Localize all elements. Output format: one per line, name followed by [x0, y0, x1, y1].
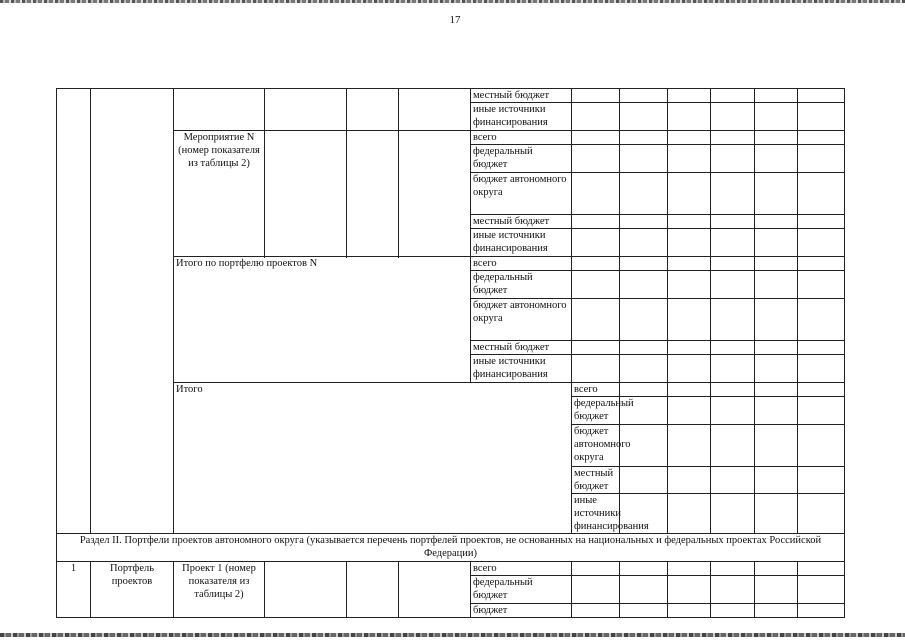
source-federal: федеральный бюджет — [471, 576, 572, 604]
cell-portfolio-continued — [91, 89, 174, 534]
project-1: Проект 1 (номер показателя из таблицы 2) — [174, 562, 265, 618]
source-district-truncated: бюджет — [471, 604, 572, 618]
source-other: иные источники финансирования — [471, 229, 572, 257]
source-other: иные источники финансирования — [572, 494, 620, 534]
source-total: всего — [471, 562, 572, 576]
scan-edge-top — [0, 0, 905, 3]
portfolio-name: Портфель проектов — [91, 562, 174, 618]
measure-n: Мероприятие N (номер показателя из таблицы 2) — [174, 131, 265, 257]
source-other: иные источники финансирования — [471, 355, 572, 383]
source-local: местный бюджет — [572, 467, 620, 494]
source-total: всего — [471, 131, 572, 145]
source-district: бюджет автономного округа — [471, 173, 572, 215]
budget-table — [56, 88, 845, 618]
grand-total: Итого — [174, 383, 572, 534]
source-federal: федеральный бюджет — [572, 397, 620, 425]
source-total: всего — [471, 257, 572, 271]
cell-number-continued — [57, 89, 91, 534]
portfolio-total: Итого по портфелю проектов N — [174, 257, 471, 383]
source-federal: федеральный бюджет — [471, 145, 572, 173]
section-2-heading: Раздел II. Портфели проектов автономного округа (указывается перечень портфелей проектов, не основанных на национальных и федеральных проектах Российской Федерации) — [57, 534, 845, 562]
cell-measure-continued — [174, 89, 265, 131]
row-number: 1 — [57, 562, 91, 618]
source-total: всего — [572, 383, 620, 397]
scan-edge-bottom — [0, 633, 905, 637]
source-local: местный бюджет — [471, 341, 572, 355]
source-federal: федеральный бюджет — [471, 271, 572, 299]
source-local: местный бюджет — [471, 89, 572, 103]
source-district: бюджет автономного округа — [572, 425, 620, 467]
source-other: иные источники финансирования — [471, 103, 572, 131]
page-number: 17 — [449, 14, 461, 26]
source-local: местный бюджет — [471, 215, 572, 229]
source-district: бюджет автономного округа — [471, 299, 572, 341]
